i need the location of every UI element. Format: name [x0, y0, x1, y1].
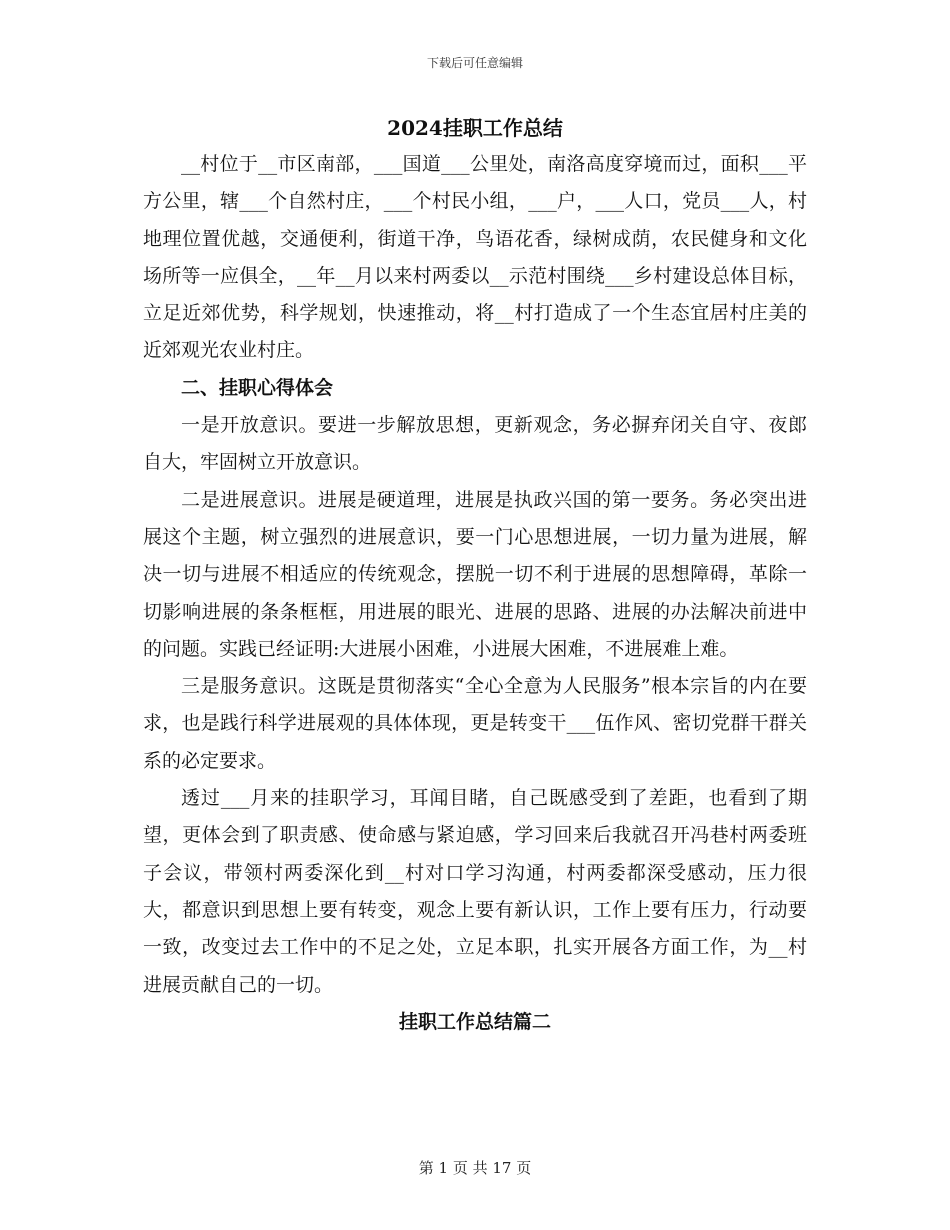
paragraph-openness: 一是开放意识。要进一步解放思想，更新观念，务必摒弃闭关自守、夜郎自大，牢固树立开放意识。	[143, 414, 807, 474]
paragraph-development: 二是进展意识。进展是硬道理，进展是执政兴国的第一要务。务必突出进展这个主题，树立强烈的进展意识，要一门心思想进展，一切力量为进展，解决一切与进展不相适应的传统观念，摆脱一切不利于进展的思想障碍，革除一切影响进展的条条框框，用进展的眼光、进展的思路、进展的办法解决前进中的问题。实践已经证明:大进展小困难，小进展大困难，不进展难上难。	[143, 488, 807, 660]
paragraph-service: 三是服务意识。这既是贯彻落实“全心全意为人民服务”根本宗旨的内在要求，也是践行科学进展观的具体体现，更是转变干___伍作风、密切党群干群关系的必定要求。	[143, 675, 807, 772]
section-heading: 二、挂职心得体会	[181, 376, 334, 399]
page-number: 第 1 页 共 17 页	[418, 1159, 532, 1177]
document-body	[143, 110, 807, 1041]
intro-paragraph: __村位于__市区南部，___国道___公里处，南洛高度穿境而过，面积___平方公里，辖___个自然村庄，___个村民小组，___户，___人口，党员___人，村地理位置优越，交通便利，街道干净，鸟语花香，绿树成荫，农民健身和文化场所等一应俱全，__年__月以来村两委以__示范村围绕___乡村建设总体目标，立足近郊优势，科学规划，快速推动，将__村打造成了一个生态宜居村庄美的近郊观光农业村庄。	[143, 153, 807, 362]
header-note: 下载后可任意编辑	[426, 56, 523, 70]
sub-title: 挂职工作总结篇二	[398, 1010, 551, 1033]
document-title: 2024挂职工作总结	[387, 116, 563, 140]
paragraph-conclusion: 透过___月来的挂职学习，耳闻目睹，自己既感受到了差距，也看到了期望，更体会到了职责感、使命感与紧迫感，学习回来后我就召开冯巷村两委班子会议，带领村两委深化到__村对口学习沟通，村两委都深受感动，压力很大，都意识到思想上要有转变，观念上要有新认识，工作上要有压力，行动要一致，改变过去工作中的不足之处，立足本职，扎实开展各方面工作，为__村进展贡献自己的一切。	[143, 787, 807, 996]
